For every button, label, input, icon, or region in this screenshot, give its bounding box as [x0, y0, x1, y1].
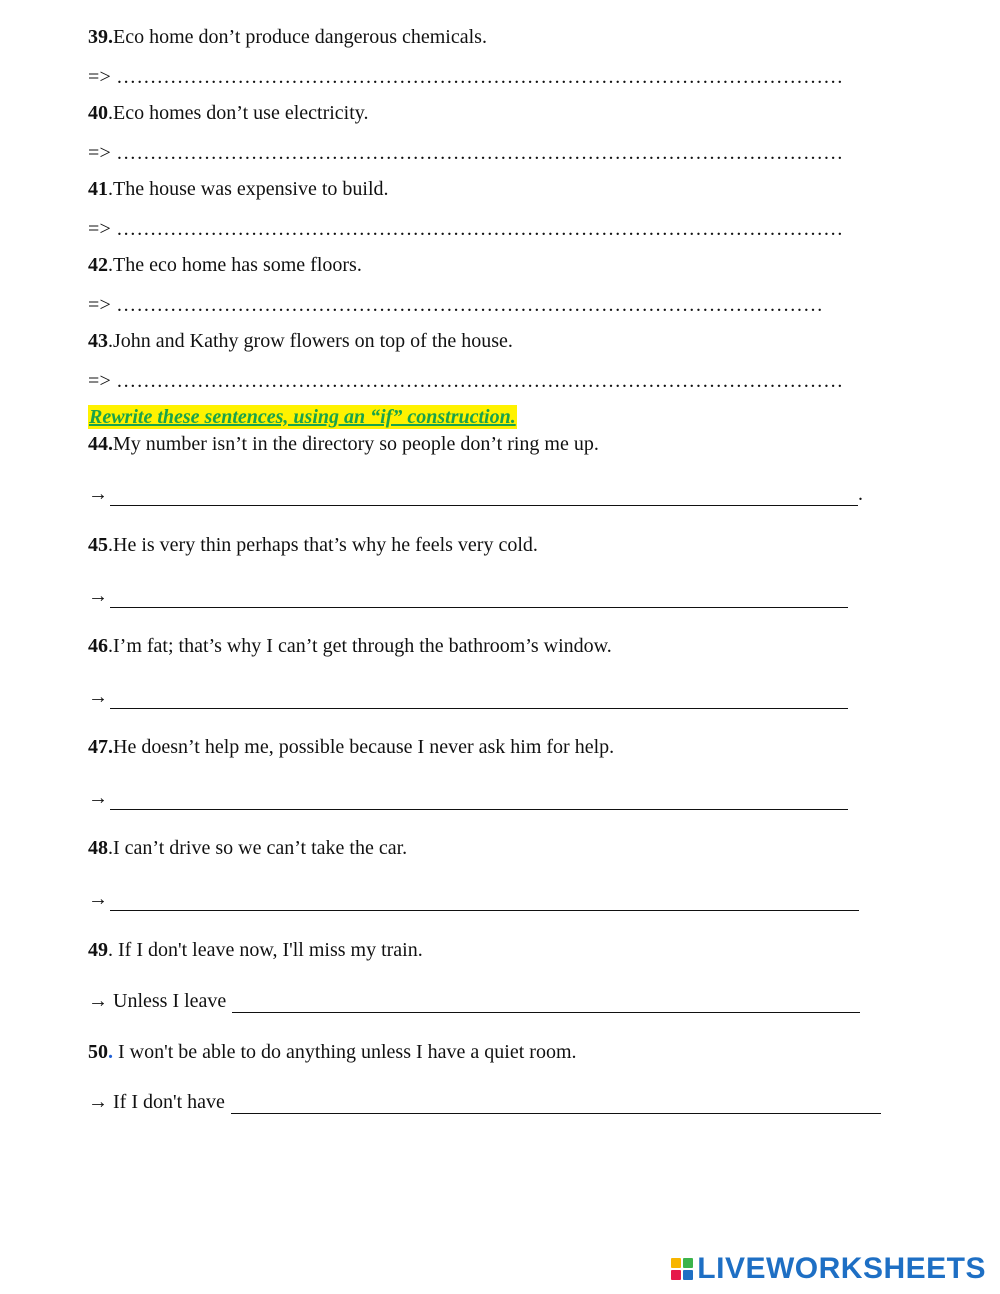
question-40: 40.Eco homes don’t use electricity. [88, 102, 369, 124]
logo-text: LIVEWORKSHEETS [697, 1252, 986, 1285]
answer-prefix: → [88, 483, 108, 505]
answer-blank[interactable] [231, 1093, 881, 1114]
answer-blank[interactable] [110, 587, 848, 608]
answer-blank[interactable] [232, 992, 860, 1013]
answer-blank[interactable] [110, 688, 848, 709]
answer-prefix: → If I don't have [88, 1091, 225, 1113]
answer-45[interactable] [88, 584, 848, 608]
question-41: 41.The house was expensive to build. [88, 178, 389, 200]
answer-48[interactable] [88, 887, 859, 911]
question-44: 44.My number isn’t in the directory so people don’t ring me up. [88, 433, 599, 455]
answer-49[interactable] [88, 989, 860, 1013]
question-39: 39.Eco home don’t produce dangerous chemicals. [88, 26, 487, 48]
question-47: 47.He doesn’t help me, possible because I never ask him for help. [88, 736, 615, 758]
answer-43[interactable]: => ……………………………………………………………………………………………… [88, 370, 844, 392]
answer-50[interactable] [88, 1090, 881, 1114]
section-instruction: Rewrite these sentences, using an “if” construction. [89, 406, 516, 428]
answer-prefix: → [88, 585, 108, 607]
question-48: 48.I can’t drive so we can’t take the car. [88, 837, 408, 859]
liveworksheets-logo [671, 1253, 986, 1285]
question-45: 45.He is very thin perhaps that’s why he feels very cold. [88, 534, 538, 556]
question-42: 42.The eco home has some floors. [88, 254, 362, 276]
question-50: 50. I won't be able to do anything unless I have a quiet room. [88, 1041, 577, 1063]
answer-46[interactable] [88, 685, 848, 709]
answer-42[interactable]: => …………………………………………………………………………………………… [88, 294, 824, 316]
answer-blank[interactable] [110, 789, 848, 810]
answer-prefix: → [88, 787, 108, 809]
answer-44[interactable] [88, 482, 863, 506]
answer-40[interactable]: => ……………………………………………………………………………………………… [88, 142, 844, 164]
question-46: 46.I’m fat; that’s why I can’t get through the bathroom’s window. [88, 635, 612, 657]
answer-suffix: . [858, 483, 863, 505]
answer-blank[interactable] [110, 485, 858, 506]
answer-prefix: → Unless I leave [88, 990, 227, 1012]
answer-39[interactable]: => ……………………………………………………………………………………………… [88, 66, 844, 88]
answer-41[interactable]: => ……………………………………………………………………………………………… [88, 218, 844, 240]
answer-47[interactable] [88, 786, 848, 810]
question-49: 49. If I don't leave now, I'll miss my train. [88, 939, 423, 961]
answer-prefix: → [88, 686, 108, 708]
answer-blank[interactable] [110, 890, 859, 911]
answer-prefix: → [88, 888, 108, 910]
logo-blocks-icon [671, 1258, 693, 1280]
question-43: 43.John and Kathy grow flowers on top of the house. [88, 330, 513, 352]
